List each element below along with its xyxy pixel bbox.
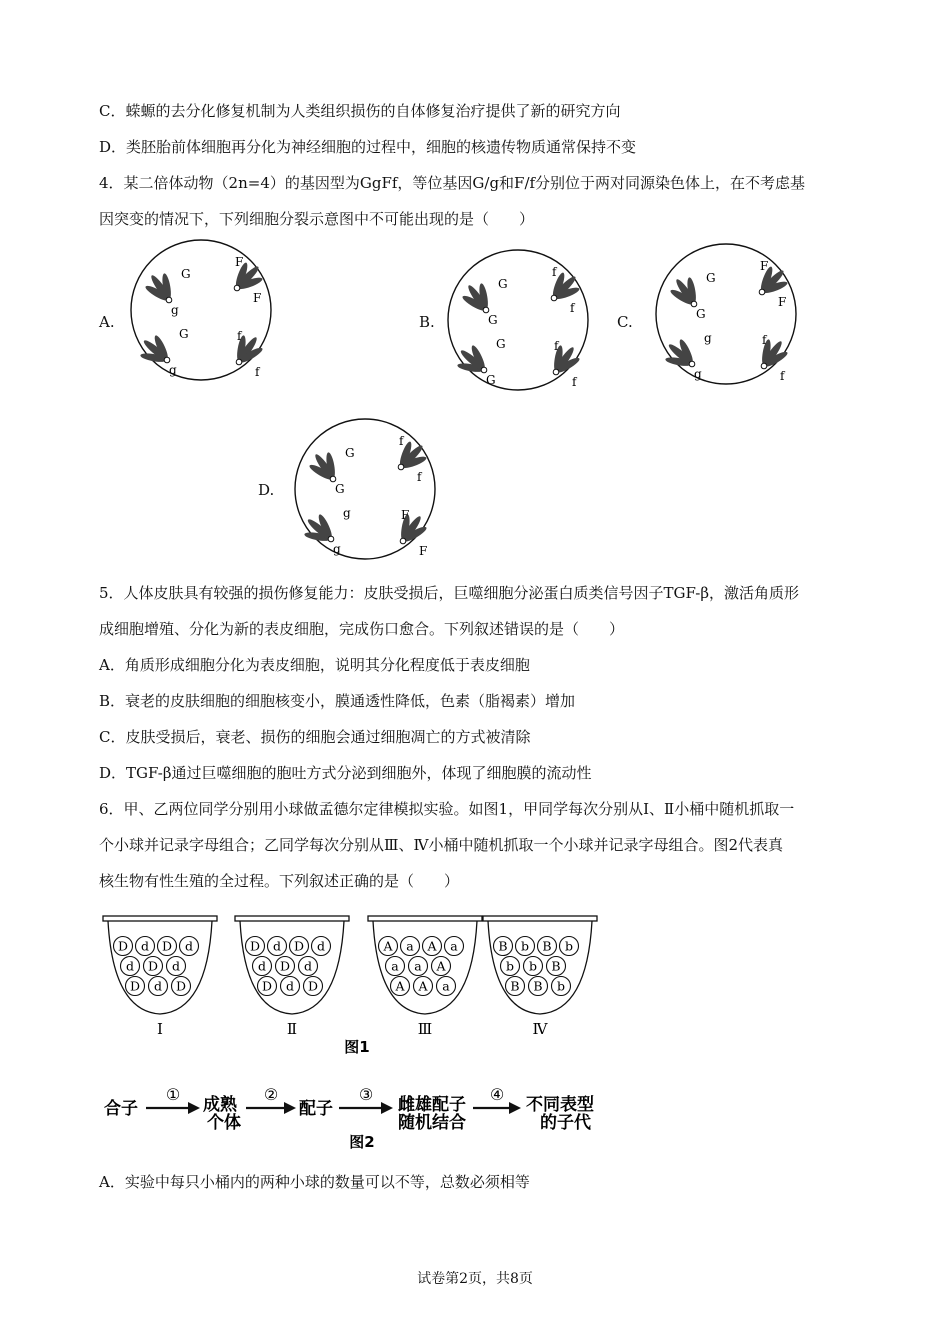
bucket-4	[483, 916, 597, 1038]
ball-label: B	[498, 938, 508, 954]
gene-label: f	[399, 434, 404, 448]
flow-node-gametes: 雌雄配子	[398, 1095, 466, 1115]
gene-label: G	[706, 271, 716, 285]
gene-label: F	[760, 259, 769, 273]
gene-label: G	[696, 307, 706, 321]
question-5-line-2: 成细胞增殖、分化为新的表皮细胞，完成伤口愈合。下列叙述错误的是（ ）	[99, 620, 625, 638]
ball-label: d	[303, 958, 313, 974]
gene-label: F	[235, 255, 244, 269]
q4-option-b-label: B.	[419, 313, 435, 331]
ball-label: D	[261, 978, 273, 994]
flow-step-number: ②	[263, 1085, 279, 1104]
flow-arrowhead	[509, 1102, 521, 1114]
page-footer: 试卷第2页，共8页	[417, 1271, 533, 1287]
gene-label: f	[762, 333, 767, 347]
ball-label: B	[533, 978, 543, 994]
q6-option-a: A．实验中每只小桶内的两种小球的数量可以不等，总数必须相等	[99, 1173, 530, 1191]
gene-label: G	[498, 277, 508, 291]
ball-label: A	[427, 938, 437, 954]
gene-label: g	[343, 506, 351, 520]
gene-label: G	[345, 446, 355, 460]
ball-label: B	[510, 978, 520, 994]
flow-node-phenotype: 不同表型	[526, 1095, 594, 1115]
option-c-text: C．蝾螈的去分化修复机制为人类组织损伤的自体修复治疗提供了新的研究方向	[99, 102, 621, 120]
gene-label: g	[704, 331, 712, 345]
question-6-line-3: 核生物有性生殖的全过程。下列叙述正确的是（ ）	[99, 872, 460, 890]
ball-label: B	[542, 938, 552, 954]
q5-option-d: D．TGF-β通过巨噬细胞的胞吐方式分泌到细胞外，体现了细胞膜的流动性	[99, 764, 592, 782]
flow-arrowhead	[381, 1102, 393, 1114]
gene-label: G	[179, 327, 189, 341]
gene-label: g	[171, 303, 179, 317]
ball-label: a	[450, 938, 458, 954]
flow-node-gamete: 配子	[299, 1099, 333, 1119]
flow-node-zygote: 合子	[104, 1099, 138, 1119]
gene-label: G	[486, 373, 496, 387]
q5-option-b: B．衰老的皮肤细胞的细胞核变小，膜通透性降低，色素（脂褐素）增加	[99, 692, 576, 710]
gene-label: g	[694, 367, 702, 381]
q4-option-a-label: A.	[99, 313, 115, 331]
ball-label: D	[129, 978, 141, 994]
ball-label: d	[125, 958, 135, 974]
gene-label: f	[552, 265, 557, 279]
flow-step-number: ③	[358, 1085, 374, 1104]
ball-label: d	[140, 938, 150, 954]
question-6-line-2: 个小球并记录字母组合；乙同学每次分别从Ⅲ、Ⅳ小桶中随机抓取一个小球并记录字母组合。图2代表真	[99, 836, 783, 854]
question-6-line-1: 6．甲、乙两位同学分别用小球做孟德尔定律模拟实验。如图1，甲同学每次分别从Ⅰ、Ⅱ小桶中随机抓取一	[99, 800, 795, 818]
ball-label: A	[395, 978, 405, 994]
flow-step-number: ①	[165, 1085, 181, 1104]
ball-label: D	[147, 958, 159, 974]
flow-arrowhead	[188, 1102, 200, 1114]
bucket-1	[103, 916, 217, 1038]
ball-label: b	[556, 978, 566, 994]
ball-label: b	[564, 938, 574, 954]
ball-label: B	[551, 958, 561, 974]
gene-label: F	[253, 291, 262, 305]
gene-label: G	[335, 482, 345, 496]
ball-label: D	[293, 938, 305, 954]
option-d-text: D．类胚胎前体细胞再分化为神经细胞的过程中，细胞的核遗传物质通常保持不变	[99, 138, 637, 156]
ball-label: b	[520, 938, 530, 954]
gene-label: f	[570, 301, 575, 315]
gene-label: f	[237, 329, 242, 343]
gene-label: G	[496, 337, 506, 351]
flow-node-random: 随机结合	[398, 1113, 466, 1133]
figure-2-caption: 图2	[349, 1133, 375, 1151]
ball-label: d	[272, 938, 282, 954]
ball-label: A	[383, 938, 393, 954]
gene-label: F	[419, 544, 428, 558]
gene-label: g	[169, 363, 177, 377]
ball-label: d	[153, 978, 163, 994]
bucket-3	[368, 916, 482, 1038]
ball-label: b	[505, 958, 515, 974]
bucket-rim	[483, 916, 597, 921]
ball-label: D	[279, 958, 291, 974]
gene-label: G	[488, 313, 498, 327]
ball-label: d	[316, 938, 326, 954]
ball-label: A	[436, 958, 446, 974]
bucket-rim	[368, 916, 482, 921]
flow-node-individual: 个体	[207, 1113, 241, 1133]
gene-label: g	[333, 542, 341, 556]
ball-label: D	[117, 938, 129, 954]
question-4-line-2: 因突变的情况下，下列细胞分裂示意图中不可能出现的是（ ）	[99, 210, 535, 228]
flow-node-mature: 成熟	[203, 1095, 237, 1115]
gene-label: f	[417, 470, 422, 484]
ball-label: d	[257, 958, 267, 974]
bucket-2	[235, 916, 349, 1038]
ball-label: A	[418, 978, 428, 994]
ball-label: a	[442, 978, 450, 994]
gene-label: f	[255, 365, 260, 379]
q5-option-a: A．角质形成细胞分化为表皮细胞，说明其分化程度低于表皮细胞	[99, 656, 530, 674]
gene-label: f	[554, 339, 559, 353]
flow-step-number: ④	[489, 1085, 505, 1104]
ball-label: b	[528, 958, 538, 974]
figure-1-caption: 图1	[344, 1038, 370, 1056]
ball-label: D	[161, 938, 173, 954]
ball-label: a	[391, 958, 399, 974]
bucket-label: Ⅰ	[157, 1020, 163, 1038]
q5-option-c: C．皮肤受损后，衰老、损伤的细胞会通过细胞凋亡的方式被清除	[99, 728, 531, 746]
q4-option-d-label: D.	[258, 481, 275, 499]
gene-label: F	[778, 295, 787, 309]
gene-label: G	[181, 267, 191, 281]
bucket-label: Ⅲ	[417, 1020, 433, 1038]
flow-arrowhead	[284, 1102, 296, 1114]
ball-label: d	[184, 938, 194, 954]
ball-label: D	[175, 978, 187, 994]
ball-label: a	[414, 958, 422, 974]
ball-label: d	[285, 978, 295, 994]
bucket-rim	[235, 916, 349, 921]
bucket-rim	[103, 916, 217, 921]
bucket-label: Ⅳ	[532, 1020, 548, 1038]
question-5-line-1: 5．人体皮肤具有较强的损伤修复能力：皮肤受损后，巨噬细胞分泌蛋白质类信号因子TGF-β，激活角质形	[99, 584, 800, 602]
ball-label: D	[307, 978, 319, 994]
ball-label: a	[406, 938, 414, 954]
ball-label: D	[249, 938, 261, 954]
gene-label: F	[401, 508, 410, 522]
gene-label: f	[780, 369, 785, 383]
flow-node-offspring: 的子代	[540, 1113, 591, 1133]
gene-label: f	[572, 375, 577, 389]
q4-option-c-label: C.	[617, 313, 633, 331]
question-4-line-1: 4．某二倍体动物（2n=4）的基因型为GgFf，等位基因G/g和F/f分别位于两对同源染色体上，在不考虑基	[99, 174, 806, 192]
bucket-label: Ⅱ	[286, 1020, 298, 1038]
ball-label: d	[171, 958, 181, 974]
